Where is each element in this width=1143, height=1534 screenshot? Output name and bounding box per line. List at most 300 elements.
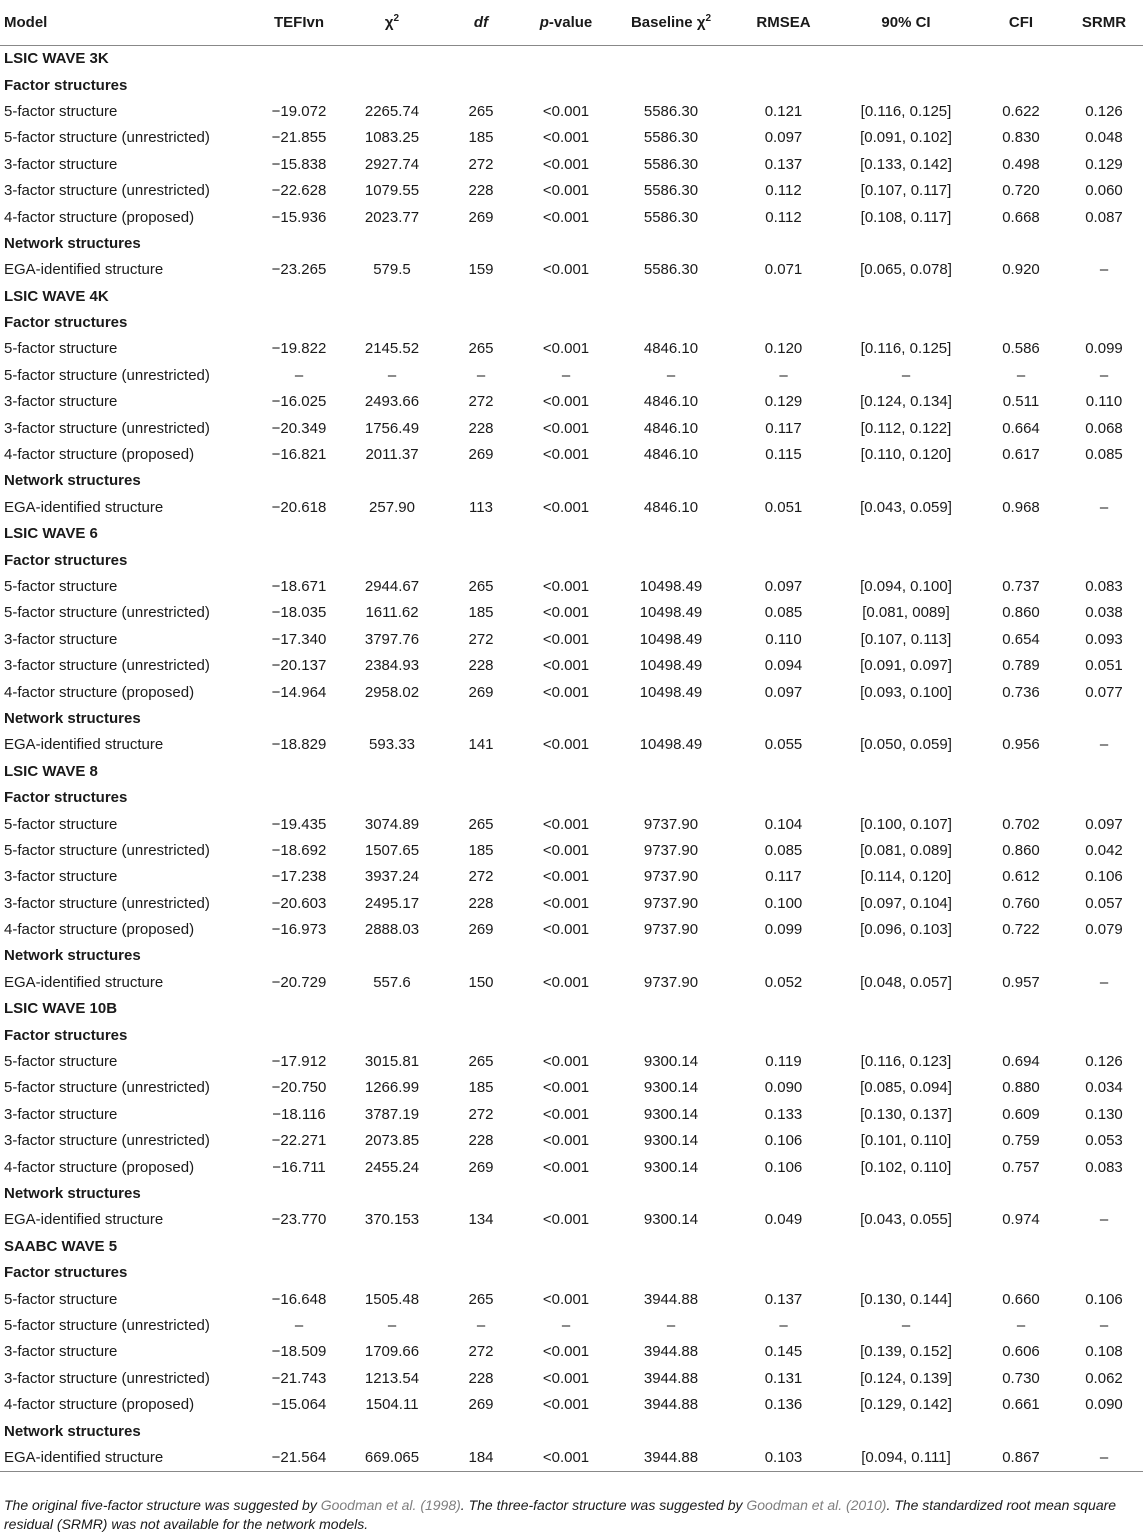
structure-group-row [0, 1260, 1143, 1286]
value-cell: 113 [469, 498, 493, 516]
value-cell: 3787.19 [364, 1105, 420, 1123]
value-cell: −22.628 [271, 182, 327, 200]
value-cell: – [1099, 1211, 1109, 1229]
value-cell: 10498.49 [639, 630, 703, 648]
table-row [0, 970, 1143, 996]
model-name-cell: 3-factor structure (unrestricted) [4, 419, 210, 437]
value-cell: 0.034 [1085, 1079, 1123, 1097]
dataset-section-row [0, 759, 1143, 785]
value-cell: 10498.49 [639, 683, 703, 701]
table-row [0, 1049, 1143, 1075]
value-cell: 0.498 [1002, 155, 1040, 173]
value-cell: 9300.14 [643, 1211, 699, 1229]
value-cell: [0.081, 0089] [862, 604, 950, 622]
value-cell: 0.097 [1085, 815, 1123, 833]
value-cell: [0.139, 0.152] [860, 1343, 952, 1361]
value-cell: 5586.30 [643, 261, 699, 279]
value-cell: 0.130 [1085, 1105, 1123, 1123]
value-cell: 0.760 [1002, 894, 1040, 912]
table-row [0, 415, 1143, 441]
table-row [0, 600, 1143, 626]
value-cell: 9737.90 [643, 973, 699, 991]
value-cell: 0.042 [1085, 841, 1123, 859]
dataset-section-row [0, 1234, 1143, 1260]
value-cell: [0.043, 0.055] [860, 1211, 952, 1229]
value-cell: [0.102, 0.110] [860, 1158, 952, 1176]
value-cell: −19.822 [271, 340, 327, 358]
value-cell: 2384.93 [364, 657, 420, 675]
value-cell: −15.064 [271, 1396, 327, 1414]
value-cell: 1266.99 [364, 1079, 420, 1097]
value-cell: 185 [468, 129, 494, 147]
table-row [0, 811, 1143, 837]
value-cell: −20.729 [271, 973, 327, 991]
value-cell: 228 [468, 657, 494, 675]
structure-group-label: Network structures [4, 234, 141, 252]
value-cell: <0.001 [542, 393, 590, 411]
table-row [0, 1075, 1143, 1101]
value-cell: <0.001 [542, 1079, 590, 1097]
column-header-label: TEFIvn [273, 13, 324, 31]
model-name-cell: 4-factor structure (proposed) [4, 1396, 195, 1414]
value-cell: 9300.14 [643, 1053, 699, 1071]
value-cell: 0.867 [977, 1445, 1065, 1472]
value-cell: [0.101, 0.110] [860, 1132, 952, 1150]
structure-group-row [0, 72, 1143, 98]
column-header-superscript: 2 [393, 12, 400, 24]
value-cell: [0.133, 0.142] [860, 155, 952, 173]
table-row [0, 627, 1143, 653]
value-cell: 0.759 [1002, 1132, 1040, 1150]
structure-group-row [0, 785, 1143, 811]
value-cell: 3074.89 [364, 815, 420, 833]
value-cell: 5586.30 [643, 155, 699, 173]
value-cell: 0.117 [765, 419, 802, 437]
value-cell: <0.001 [542, 261, 590, 279]
structure-group-label: Factor structures [4, 314, 128, 332]
column-header [440, 0, 522, 46]
value-cell: 269 [468, 1396, 494, 1414]
value-cell: [0.094, 0.100] [860, 578, 952, 595]
value-cell: 2023.77 [364, 208, 420, 226]
model-name-cell: EGA-identified structure [4, 261, 164, 279]
value-cell: <0.001 [542, 102, 590, 120]
value-cell: <0.001 [542, 1369, 590, 1387]
structure-group-label: Factor structures [4, 551, 128, 569]
table-row [0, 653, 1143, 679]
value-cell: 10498.49 [639, 657, 703, 675]
value-cell: 0.120 [764, 340, 803, 358]
structure-group-row [0, 1418, 1143, 1444]
value-cell: 0.083 [1085, 1158, 1123, 1176]
column-header [977, 0, 1065, 46]
dataset-section-label: LSIC WAVE 10B [4, 1000, 118, 1018]
value-cell: −16.821 [271, 446, 327, 464]
value-cell: [0.100, 0.107] [860, 815, 952, 833]
value-cell: −18.829 [271, 736, 327, 754]
value-cell: 269 [468, 1158, 494, 1176]
value-cell: 228 [468, 1369, 494, 1387]
value-cell: <0.001 [542, 1132, 590, 1150]
value-cell: 0.099 [764, 921, 803, 939]
model-name-cell: 3-factor structure (unrestricted) [4, 182, 210, 200]
table-row [0, 1286, 1143, 1312]
structure-group-label: Network structures [4, 472, 141, 490]
value-cell: – [1099, 736, 1109, 754]
column-header-label: χ [384, 13, 394, 31]
table-row [0, 838, 1143, 864]
value-cell: 3937.24 [364, 868, 420, 886]
value-cell: 0.079 [1085, 921, 1123, 939]
value-cell: 0.099 [1085, 340, 1123, 358]
value-cell: <0.001 [542, 1396, 590, 1414]
value-cell: 1213.54 [364, 1369, 420, 1387]
column-header-label: Baseline χ [630, 13, 706, 31]
value-cell: 0.860 [1002, 604, 1040, 622]
value-cell: [0.130, 0.144] [860, 1290, 952, 1308]
value-cell: 669.065 [344, 1445, 440, 1472]
value-cell: [0.114, 0.120] [860, 868, 952, 886]
table-row [0, 732, 1143, 758]
value-cell: 150 [468, 973, 494, 991]
column-header [254, 0, 344, 46]
value-cell: −20.750 [271, 1079, 327, 1097]
value-cell: 0.052 [764, 973, 803, 991]
value-cell: 1611.62 [365, 604, 419, 622]
dataset-section-row [0, 996, 1143, 1022]
value-cell: −18.671 [271, 578, 327, 595]
value-cell: 265 [468, 1290, 494, 1308]
value-cell: 0.062 [1085, 1369, 1123, 1387]
model-name-cell: 3-factor structure [4, 1343, 118, 1361]
value-cell: 2265.74 [364, 102, 420, 120]
dataset-section-row [0, 521, 1143, 547]
structure-group-label: Network structures [4, 1184, 141, 1202]
value-cell: – [1099, 366, 1109, 384]
footnote-text-3: . The standardized root mean square residual (SRMR) was not available for the network models. [4, 1497, 1117, 1532]
value-cell: <0.001 [542, 630, 590, 648]
dataset-section-label: LSIC WAVE 6 [4, 525, 98, 543]
column-header [522, 0, 610, 46]
table-row [0, 442, 1143, 468]
value-cell: – [666, 366, 676, 384]
value-cell: 0.100 [764, 894, 803, 912]
value-cell: 0.133 [764, 1105, 803, 1123]
value-cell: 0.097 [764, 683, 803, 701]
value-cell: <0.001 [542, 208, 590, 226]
value-cell: 3944.88 [643, 1396, 699, 1414]
value-cell: 141 [468, 736, 494, 754]
value-cell: 9300.14 [643, 1132, 699, 1150]
value-cell: 1079.55 [364, 182, 420, 200]
value-cell: 2927.74 [364, 155, 420, 173]
value-cell: 272 [468, 393, 494, 411]
value-cell: 2073.85 [364, 1132, 420, 1150]
value-cell: 2944.67 [364, 578, 420, 595]
value-cell: – [294, 1316, 304, 1334]
value-cell: −20.349 [271, 419, 327, 437]
value-cell: 0.112 [765, 182, 802, 200]
value-cell: – [561, 1316, 571, 1334]
value-cell: 0.090 [1085, 1396, 1123, 1414]
value-cell: <0.001 [522, 1445, 610, 1472]
value-cell: 593.33 [369, 736, 415, 754]
structure-group-row [0, 310, 1143, 336]
footnote-reference-1[interactable]: Goodman et al. (1998) [320, 1497, 461, 1513]
value-cell: 0.586 [1002, 340, 1040, 358]
model-name-cell: 5-factor structure (unrestricted) [4, 841, 210, 859]
value-cell: <0.001 [542, 1290, 590, 1308]
value-cell: 10498.49 [639, 736, 703, 754]
structure-group-label: Factor structures [4, 789, 128, 807]
column-header-label: RMSEA [756, 13, 811, 31]
value-cell: 185 [468, 1079, 494, 1097]
model-name-cell: 5-factor structure (unrestricted) [4, 1079, 210, 1097]
value-cell: 0.068 [1085, 419, 1123, 437]
value-cell: [0.065, 0.078] [860, 261, 952, 279]
column-header-label: df [473, 13, 489, 31]
value-cell: – [1099, 498, 1109, 516]
value-cell: 272 [468, 1105, 494, 1123]
model-name-cell: 5-factor structure (unrestricted) [4, 604, 210, 622]
footnote-text-2: . The three-factor structure was suggested by [460, 1497, 747, 1513]
value-cell: 159 [468, 261, 494, 279]
value-cell: – [387, 366, 397, 384]
value-cell: 1504.11 [365, 1396, 419, 1414]
value-cell: −20.137 [271, 657, 327, 675]
model-name-cell: 3-factor structure (unrestricted) [4, 894, 210, 912]
value-cell: 1756.49 [364, 419, 420, 437]
value-cell: <0.001 [542, 1211, 590, 1229]
model-name-cell: 3-factor structure [4, 393, 118, 411]
header-row [0, 0, 1143, 46]
model-name-cell: 5-factor structure [4, 1053, 118, 1071]
value-cell: 0.664 [1002, 419, 1040, 437]
value-cell: 0.129 [764, 393, 803, 411]
value-cell: 0.606 [1002, 1343, 1040, 1361]
table-row [0, 389, 1143, 415]
column-header-label: 90% CI [881, 13, 931, 31]
table-row [0, 495, 1143, 521]
value-cell: 228 [468, 182, 494, 200]
model-name-cell: 3-factor structure (unrestricted) [4, 657, 210, 675]
value-cell: <0.001 [542, 1343, 590, 1361]
value-cell: 0.110 [1085, 393, 1123, 411]
value-cell: 5586.30 [643, 129, 699, 147]
value-cell: −21.564 [254, 1445, 344, 1472]
value-cell: 0.137 [764, 1290, 803, 1308]
value-cell: 228 [468, 419, 494, 437]
model-name-cell: 3-factor structure [4, 155, 118, 173]
model-name-cell: EGA-identified structure [4, 736, 164, 754]
value-cell: 0.104 [764, 815, 803, 833]
model-name-cell: 4-factor structure (proposed) [4, 1158, 195, 1176]
table-row [0, 1339, 1143, 1365]
value-cell: <0.001 [542, 841, 590, 859]
value-cell: – [476, 1316, 486, 1334]
value-cell: [0.116, 0.125] [860, 102, 952, 120]
table-row [0, 204, 1143, 230]
value-cell: 272 [468, 1343, 494, 1361]
model-name-cell: 3-factor structure [4, 630, 118, 648]
value-cell: −23.265 [271, 261, 327, 279]
value-cell: – [666, 1316, 676, 1334]
model-name-cell: 5-factor structure (unrestricted) [4, 366, 210, 384]
value-cell: 0.048 [1085, 129, 1123, 147]
value-cell: 9300.14 [643, 1079, 699, 1097]
value-cell: 0.126 [1085, 1053, 1123, 1071]
value-cell: 0.126 [1085, 102, 1123, 120]
value-cell: [0.129, 0.142] [860, 1396, 952, 1414]
model-name-cell: 5-factor structure [4, 102, 118, 120]
value-cell: – [561, 366, 571, 384]
value-cell: −18.692 [271, 841, 327, 859]
value-cell: 0.622 [1002, 102, 1040, 120]
structure-group-label: Factor structures [4, 1264, 128, 1282]
value-cell: 0.097 [764, 578, 803, 595]
value-cell: 0.112 [765, 208, 802, 226]
value-cell: 0.108 [1085, 1343, 1123, 1361]
value-cell: 557.6 [373, 973, 411, 991]
value-cell: −21.855 [271, 129, 327, 147]
table-row [0, 1313, 1143, 1339]
value-cell: 9300.14 [643, 1105, 699, 1123]
value-cell: 2455.24 [364, 1158, 420, 1176]
structure-group-row [0, 943, 1143, 969]
value-cell: [0.081, 0.089] [860, 841, 952, 859]
value-cell: 0.106 [764, 1132, 803, 1150]
value-cell: <0.001 [542, 657, 590, 675]
table-header [0, 0, 1143, 46]
value-cell: <0.001 [542, 155, 590, 173]
value-cell: 9737.90 [643, 894, 699, 912]
value-cell: 0.617 [1002, 446, 1040, 464]
value-cell: 0.119 [765, 1053, 802, 1071]
structure-group-label: Network structures [4, 947, 141, 965]
model-name-cell: 5-factor structure (unrestricted) [4, 1316, 210, 1334]
value-cell: <0.001 [542, 1053, 590, 1071]
value-cell: −14.964 [271, 683, 327, 701]
table-row [0, 1207, 1143, 1233]
value-cell: 0.038 [1085, 604, 1123, 622]
structure-group-row [0, 547, 1143, 573]
value-cell: <0.001 [542, 419, 590, 437]
value-cell: – [1016, 1316, 1026, 1334]
value-cell: −15.936 [271, 208, 327, 226]
value-cell: 0.974 [1002, 1211, 1040, 1229]
value-cell: – [1099, 973, 1109, 991]
dataset-section-row [0, 284, 1143, 310]
value-cell: 0.968 [1002, 498, 1040, 516]
value-cell: −16.648 [271, 1290, 327, 1308]
value-cell: [0.110, 0.120] [860, 446, 952, 464]
value-cell: – [294, 366, 304, 384]
model-name-cell: 3-factor structure (unrestricted) [4, 1369, 210, 1387]
value-cell: 0.093 [1085, 630, 1123, 648]
value-cell: [0.116, 0.123] [860, 1053, 952, 1071]
value-cell: [0.048, 0.057] [860, 973, 952, 991]
value-cell: −17.340 [271, 630, 327, 648]
value-cell: −20.618 [271, 498, 327, 516]
value-cell: −18.035 [271, 604, 327, 622]
value-cell: [0.085, 0.094] [860, 1079, 952, 1097]
structure-group-row [0, 468, 1143, 494]
footnote-text-1: The original five-factor structure was suggested by [4, 1497, 321, 1513]
value-cell: 0.051 [1085, 657, 1123, 675]
value-cell: 0.612 [1002, 868, 1040, 886]
footnote-reference-2[interactable]: Goodman et al. (2010) [746, 1497, 887, 1513]
value-cell: <0.001 [542, 1158, 590, 1176]
table-row [0, 679, 1143, 705]
value-cell: 265 [468, 340, 494, 358]
value-cell: – [779, 1316, 788, 1334]
value-cell: 0.121 [764, 102, 803, 120]
value-cell: – [1099, 261, 1109, 279]
value-cell: <0.001 [542, 683, 590, 701]
value-cell: 579.5 [373, 261, 411, 279]
value-cell: [0.107, 0.113] [860, 630, 952, 648]
value-cell: 5586.30 [643, 102, 699, 120]
column-header-superscript: 2 [705, 12, 712, 24]
structure-group-label: Network structures [4, 1422, 141, 1440]
value-cell: 2145.52 [364, 340, 420, 358]
value-cell: 0.085 [764, 841, 803, 859]
value-cell: 134 [468, 1211, 494, 1229]
value-cell: 3797.76 [364, 630, 420, 648]
value-cell: 0.720 [1002, 182, 1040, 200]
value-cell: – [779, 366, 788, 384]
structure-group-row [0, 706, 1143, 732]
value-cell: <0.001 [542, 578, 590, 595]
value-cell: 185 [468, 841, 494, 859]
value-cell: 9737.90 [643, 841, 699, 859]
value-cell: 0.722 [1002, 921, 1040, 939]
value-cell: 265 [468, 1053, 494, 1071]
value-cell: [0.093, 0.100] [860, 683, 952, 701]
model-name-cell: EGA-identified structure [4, 498, 164, 516]
value-cell: −19.435 [271, 815, 327, 833]
column-header-label: p [539, 13, 549, 31]
value-cell: <0.001 [542, 340, 590, 358]
value-cell: 257.90 [369, 498, 415, 516]
column-header-label: CFI [1008, 13, 1034, 31]
value-cell: 5586.30 [643, 182, 699, 200]
value-cell: [0.094, 0.111] [835, 1445, 977, 1472]
value-cell: −22.271 [271, 1132, 327, 1150]
value-cell: [0.096, 0.103] [860, 921, 952, 939]
table-row [0, 125, 1143, 151]
table-row [0, 1154, 1143, 1180]
value-cell: <0.001 [542, 736, 590, 754]
value-cell: – [901, 1316, 911, 1334]
value-cell: [0.097, 0.104] [860, 894, 952, 912]
value-cell: 0.654 [1002, 630, 1040, 648]
value-cell: 0.830 [1002, 129, 1040, 147]
table-footnote [4, 1496, 1136, 1534]
value-cell: 2011.37 [365, 446, 419, 464]
structure-group-label: Factor structures [4, 1026, 128, 1044]
value-cell: 0.956 [1002, 736, 1040, 754]
value-cell: −23.770 [271, 1211, 327, 1229]
dataset-section-row [0, 46, 1143, 73]
value-cell: – [387, 1316, 397, 1334]
value-cell: −21.743 [271, 1369, 327, 1387]
value-cell: <0.001 [542, 446, 590, 464]
model-name-cell: 4-factor structure (proposed) [4, 683, 195, 701]
value-cell: [0.124, 0.134] [860, 393, 952, 411]
model-name-cell: 4-factor structure (proposed) [4, 208, 195, 226]
value-cell: 4846.10 [643, 393, 699, 411]
